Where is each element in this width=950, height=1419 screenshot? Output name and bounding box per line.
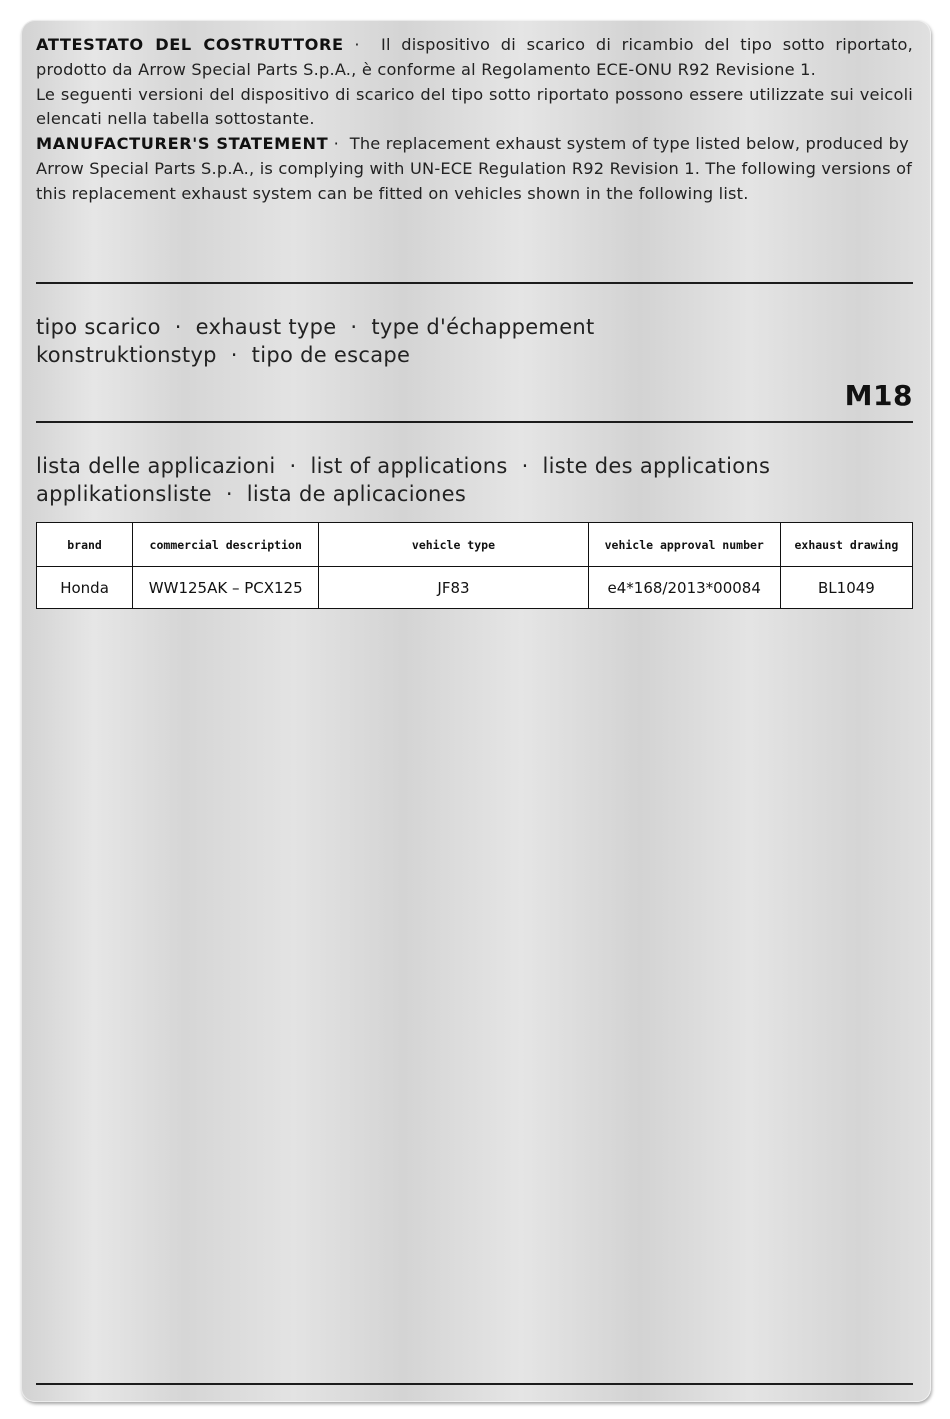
cell-vehicle-approval-number: e4*168/2013*00084	[588, 567, 780, 609]
statement-italian-2: Le seguenti versioni del dispositivo di scarico del tipo sotto riportato possono essere utilizzate sui veicoli elencati nella tabella sottostante.	[36, 84, 913, 129]
manufacturer-statement	[36, 33, 913, 207]
statement-english-text: The replacement exhaust system of type listed below, produced by Arrow Special Parts S.p.A., is complying with UN-ECE Regulation R92 Revision 1. The following versions of this replacement exhaust system can be fitted on vehicles shown in the following list.	[36, 134, 913, 203]
exhaust-type-line-1: tipo scarico · exhaust type · type d'échappement	[36, 315, 595, 339]
table-row	[37, 567, 913, 609]
cell-brand: Honda	[37, 567, 133, 609]
statement-separator: ·	[328, 134, 345, 154]
divider-middle	[36, 421, 913, 423]
statement-italian-1	[36, 33, 913, 83]
statement-english-title: MANUFACTURER'S STATEMENT	[36, 134, 329, 154]
statement-english	[36, 132, 913, 206]
applications-heading	[36, 452, 913, 508]
exhaust-type-line-2: konstruktionstyp · tipo de escape	[36, 343, 411, 367]
cell-exhaust-drawing: BL1049	[780, 567, 912, 609]
statement-italian-title: ATTESTATO DEL COSTRUTTORE	[36, 35, 344, 54]
exhaust-type-code: M18	[844, 379, 913, 412]
table-header-row	[37, 523, 913, 567]
document-panel	[21, 20, 931, 1402]
header-exhaust-drawing: exhaust drawing	[780, 523, 912, 567]
header-commercial-description: commercial description	[133, 523, 319, 567]
divider-top	[36, 282, 913, 284]
header-vehicle-type: vehicle type	[319, 523, 588, 567]
applications-line-1: lista delle applicazioni · list of applications · liste des applications	[36, 454, 771, 478]
cell-commercial-description: WW125AK – PCX125	[133, 567, 319, 609]
exhaust-type-heading	[36, 313, 913, 369]
statement-italian-text-1: Il dispositivo di scarico di ricambio del tipo sotto riportato, prodotto da Arrow Special Parts S.p.A., è conforme al Regolamento ECE-ONU R92 Revisione 1.	[36, 35, 913, 79]
divider-bottom	[36, 1383, 913, 1385]
header-vehicle-approval-number: vehicle approval number	[588, 523, 780, 567]
cell-vehicle-type: JF83	[319, 567, 588, 609]
header-brand: brand	[37, 523, 133, 567]
applications-line-2: applikationsliste · lista de aplicaciones	[36, 482, 467, 506]
statement-separator: ·	[343, 35, 371, 54]
applications-table	[36, 522, 913, 609]
